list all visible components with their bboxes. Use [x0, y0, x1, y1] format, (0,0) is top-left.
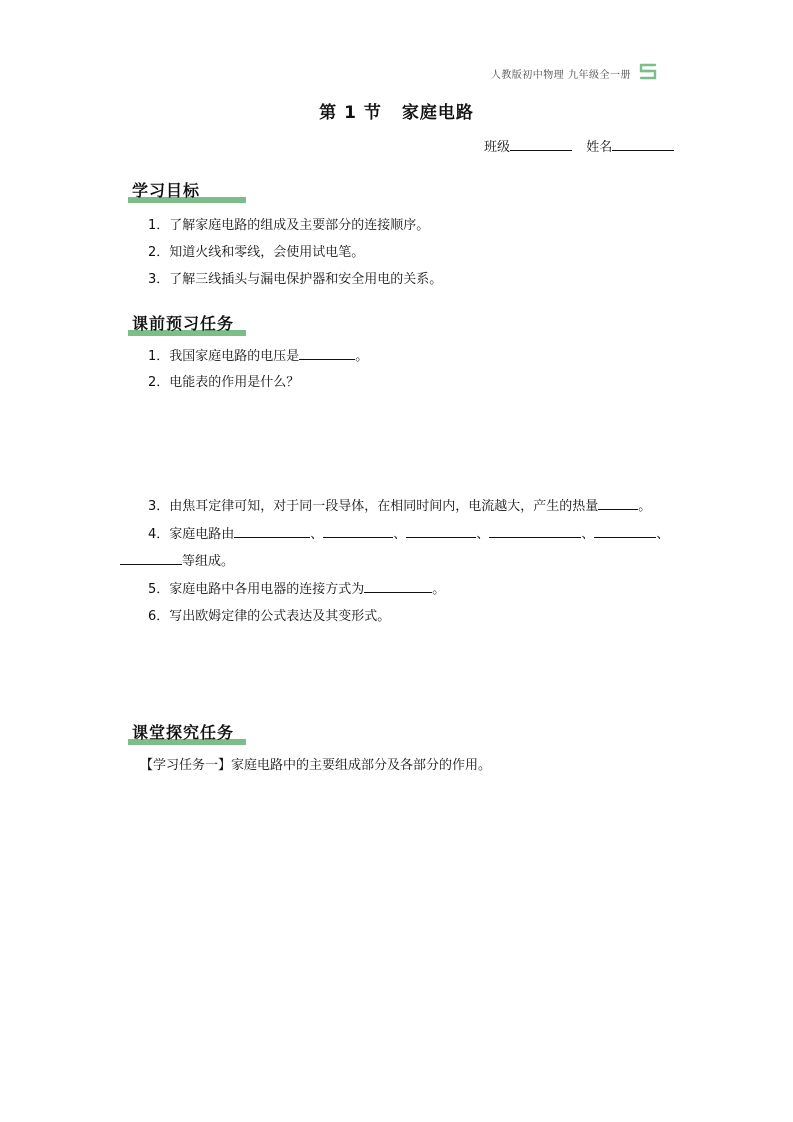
answer-blank[interactable]: [299, 347, 355, 360]
answer-blank[interactable]: [406, 525, 476, 538]
section-title: 学习目标: [132, 181, 201, 200]
section-objectives: [128, 178, 200, 201]
answer-blank[interactable]: [598, 497, 638, 510]
answer-blank[interactable]: [364, 580, 432, 593]
objective-item: 1．了解家庭电路的组成及主要部分的连接顺序。: [148, 218, 430, 233]
header-text: 人教版初中物理 九年级全一册: [490, 70, 631, 81]
learning-task-1: [140, 754, 491, 773]
section-inquiry: [128, 720, 234, 743]
answer-blank[interactable]: [323, 525, 393, 538]
question-1: 1．我国家庭电路的电压是 。: [148, 349, 369, 364]
task-tag: 【学习任务一】: [140, 758, 232, 773]
answer-blank[interactable]: [234, 525, 310, 538]
question-4: 4．家庭电路由 、 、 、 、 、: [148, 527, 670, 542]
section-name: 家庭电路: [401, 103, 474, 123]
question-3: 3．由焦耳定律可知，对于同一段导体，在相同时间内，电流越大，产生的热量 。: [148, 499, 652, 514]
answer-blank[interactable]: [120, 552, 182, 565]
objective-item: 3．了解三线插头与漏电保护器和安全用电的关系。: [148, 272, 443, 287]
section-title: 课前预习任务: [132, 314, 235, 333]
objective-item: 2．知道火线和零线，会使用试电笔。: [148, 245, 365, 260]
section-title: 课堂探究任务: [132, 723, 235, 742]
section-number: 第 1 节: [319, 103, 382, 123]
task-text: 家庭电路中的主要组成部分及各部分的作用。: [231, 758, 492, 773]
student-info: [484, 136, 674, 155]
question-5: 5．家庭电路中各用电器的连接方式为 。: [148, 582, 446, 597]
name-label: 姓名: [586, 140, 613, 155]
name-blank[interactable]: [612, 138, 674, 151]
section-preview: [128, 311, 234, 334]
question-2: 2．电能表的作用是什么？: [148, 375, 300, 390]
question-6: 6．写出欧姆定律的公式表达及其变形式。: [148, 609, 391, 624]
answer-blank[interactable]: [594, 525, 656, 538]
answer-blank[interactable]: [489, 525, 581, 538]
logo-icon: [637, 62, 659, 82]
class-label: 班级: [484, 140, 511, 155]
page-title: [0, 98, 793, 123]
question-4-cont: 等组成。: [120, 550, 234, 569]
class-blank[interactable]: [510, 138, 572, 151]
